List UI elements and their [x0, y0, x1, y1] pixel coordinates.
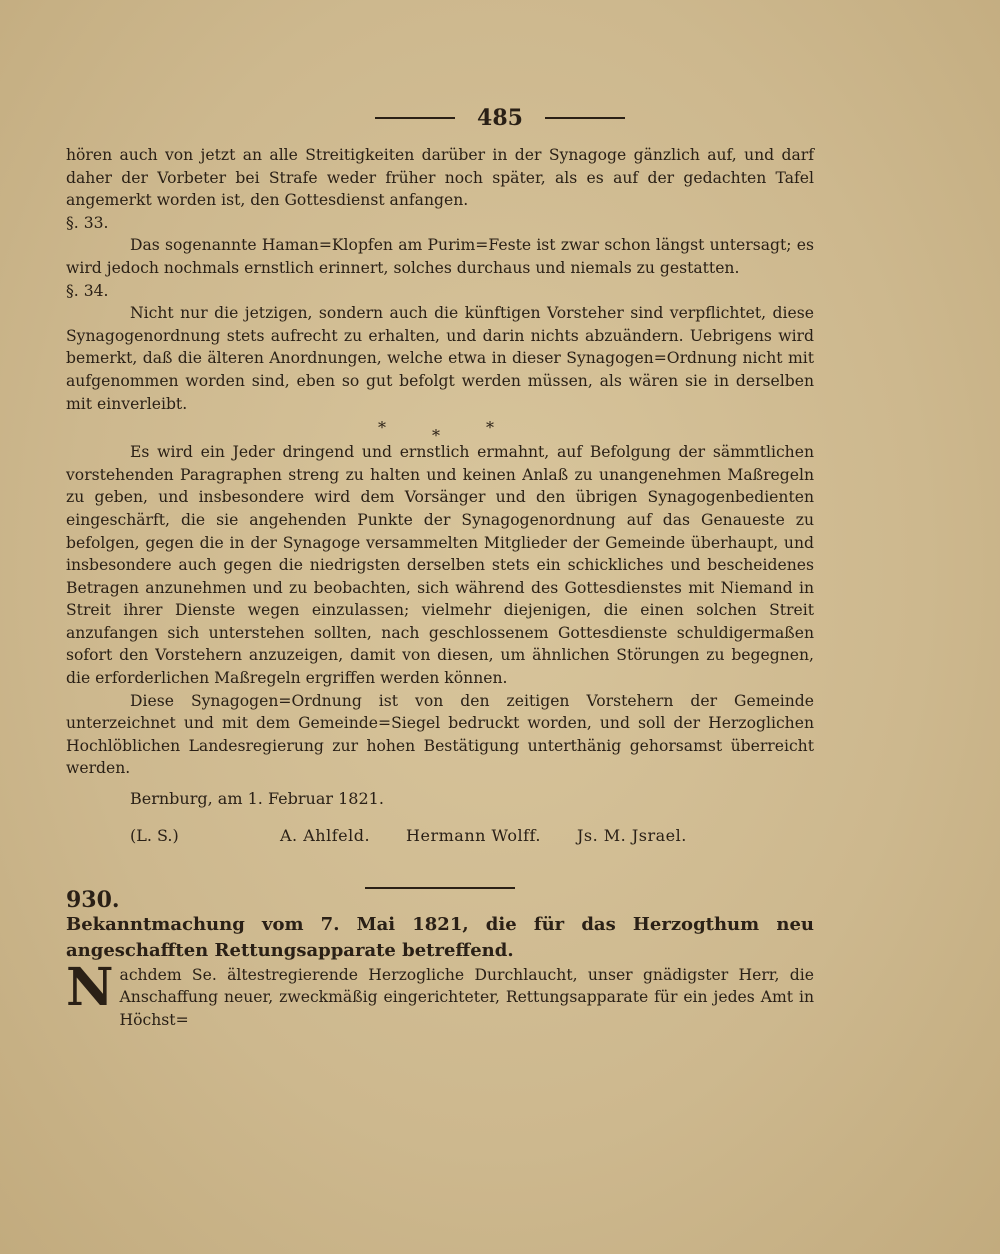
signature-israel: Js. M. Jsrael.	[577, 825, 687, 845]
place-date-line: Bernburg, am 1. Februar 1821.	[130, 789, 384, 809]
closing-paragraph-1: Es wird ein Jeder dringend und ernstlich ermahnt, auf Befolgung der sämmtlichen vorstehenden Paragraphen streng zu halten und keinen Anlaß zu unangenehmen Maßregeln zu geben, und insbesondere wird dem Vorsänger und den übrigen Synagogenbedienten eingeschärft, die sie angehenden Punkte der Synagogenordnung auf das Genaueste zu befolgen, gegen die in der Synagoge versammelten Mitglieder der Gemeinde überhaupt, und insbesondere auch gegen die niedrigsten derselben stets ein schickliches und bescheidenes Betragen anzunehmen und zu beobachten, sich während des Gottesdienstes mit Niemand in Streit ihrer Dienste wegen einzulassen; vielmehr diejenigen, die einen solchen Streit anzufangen sich unterstehen sollten, nach geschlossenem Gottesdienste schuldigermaßen sofort den Vorstehern anzuzeigen, damit von diesen, um ähnlichen Störungen zu begegnen, die erforderlichen Maßregeln ergriffen werden können.	[66, 443, 814, 688]
closing-paragraph-2: Diese Synagogen=Ordnung ist von den zeitigen Vorstehern der Gemeinde unterzeichnet und mit dem Gemeinde=Siegel bedruckt worden, und soll der Herzoglichen Hochlöblichen Landesregierung zur hohen Bestätigung unterthänig gehorsamst überreicht werden.	[66, 691, 814, 778]
paragraph-continuation: hören auch von jetzt an alle Streitigkeiten darüber in der Synagoge gänzlich auf, und darf daher der Vorbeter bei Strafe weder früher noch später, als es auf der gedachten Tafel angemerkt worden ist, den Gottesdienst anfangen.	[66, 146, 814, 210]
header-rule-left	[375, 117, 455, 119]
notice-body-text: achdem Se. ältestregierende Herzogliche Durchlaucht, unser gnädigster Herr, die Anschaffung neuer, zweckmäßig eingerichteter, Rettungsapparate für ein jedes Amt in Höchst=	[119, 965, 814, 1029]
asterisk-right: *	[486, 418, 494, 438]
seal-mark: (L. S.)	[130, 825, 179, 845]
header-rule-right	[545, 117, 625, 119]
asterisk-left: *	[378, 418, 386, 438]
section-33-mark: §. 33.	[66, 213, 109, 232]
page-number: 485	[477, 105, 523, 131]
asterism-separator	[66, 415, 814, 446]
signature-wolff: Hermann Wolff.	[406, 825, 541, 845]
drop-cap-letter: N	[66, 956, 114, 1018]
asterisk-middle: *	[432, 426, 440, 446]
notice-number: 930.	[66, 887, 120, 914]
notice-body	[66, 956, 814, 1032]
signature-ahlfeld: A. Ahlfeld.	[280, 825, 371, 845]
signature-line	[66, 825, 814, 848]
section-33-text: Das sogenannte Haman=Klopfen am Purim=Feste ist zwar schon längst untersagt; es wird jedoch nochmals ernstlich erinnert, solches durchaus und niemals zu gestatten.	[66, 236, 814, 277]
notice-title: Bekanntmachung vom 7. Mai 1821, die für das Herzogthum neu angeschafften Rettungsapparate betreffend.	[66, 913, 814, 961]
section-34-mark: §. 34.	[66, 281, 109, 300]
page-header	[0, 98, 1000, 138]
document-body	[66, 144, 814, 1032]
section-34-text: Nicht nur die jetzigen, sondern auch die künftigen Vorsteher sind verpflichtet, diese Synagogenordnung stets aufrecht zu erhalten, und darin nichts abzuändern. Uebrigens wird bemerkt, daß die älteren Anordnungen, welche etwa in dieser Synagogen=Ordnung nicht mit aufgenommen worden sind, eben so gut befolgt werden müssen, als wären sie in derselben mit einverleibt.	[66, 304, 814, 413]
